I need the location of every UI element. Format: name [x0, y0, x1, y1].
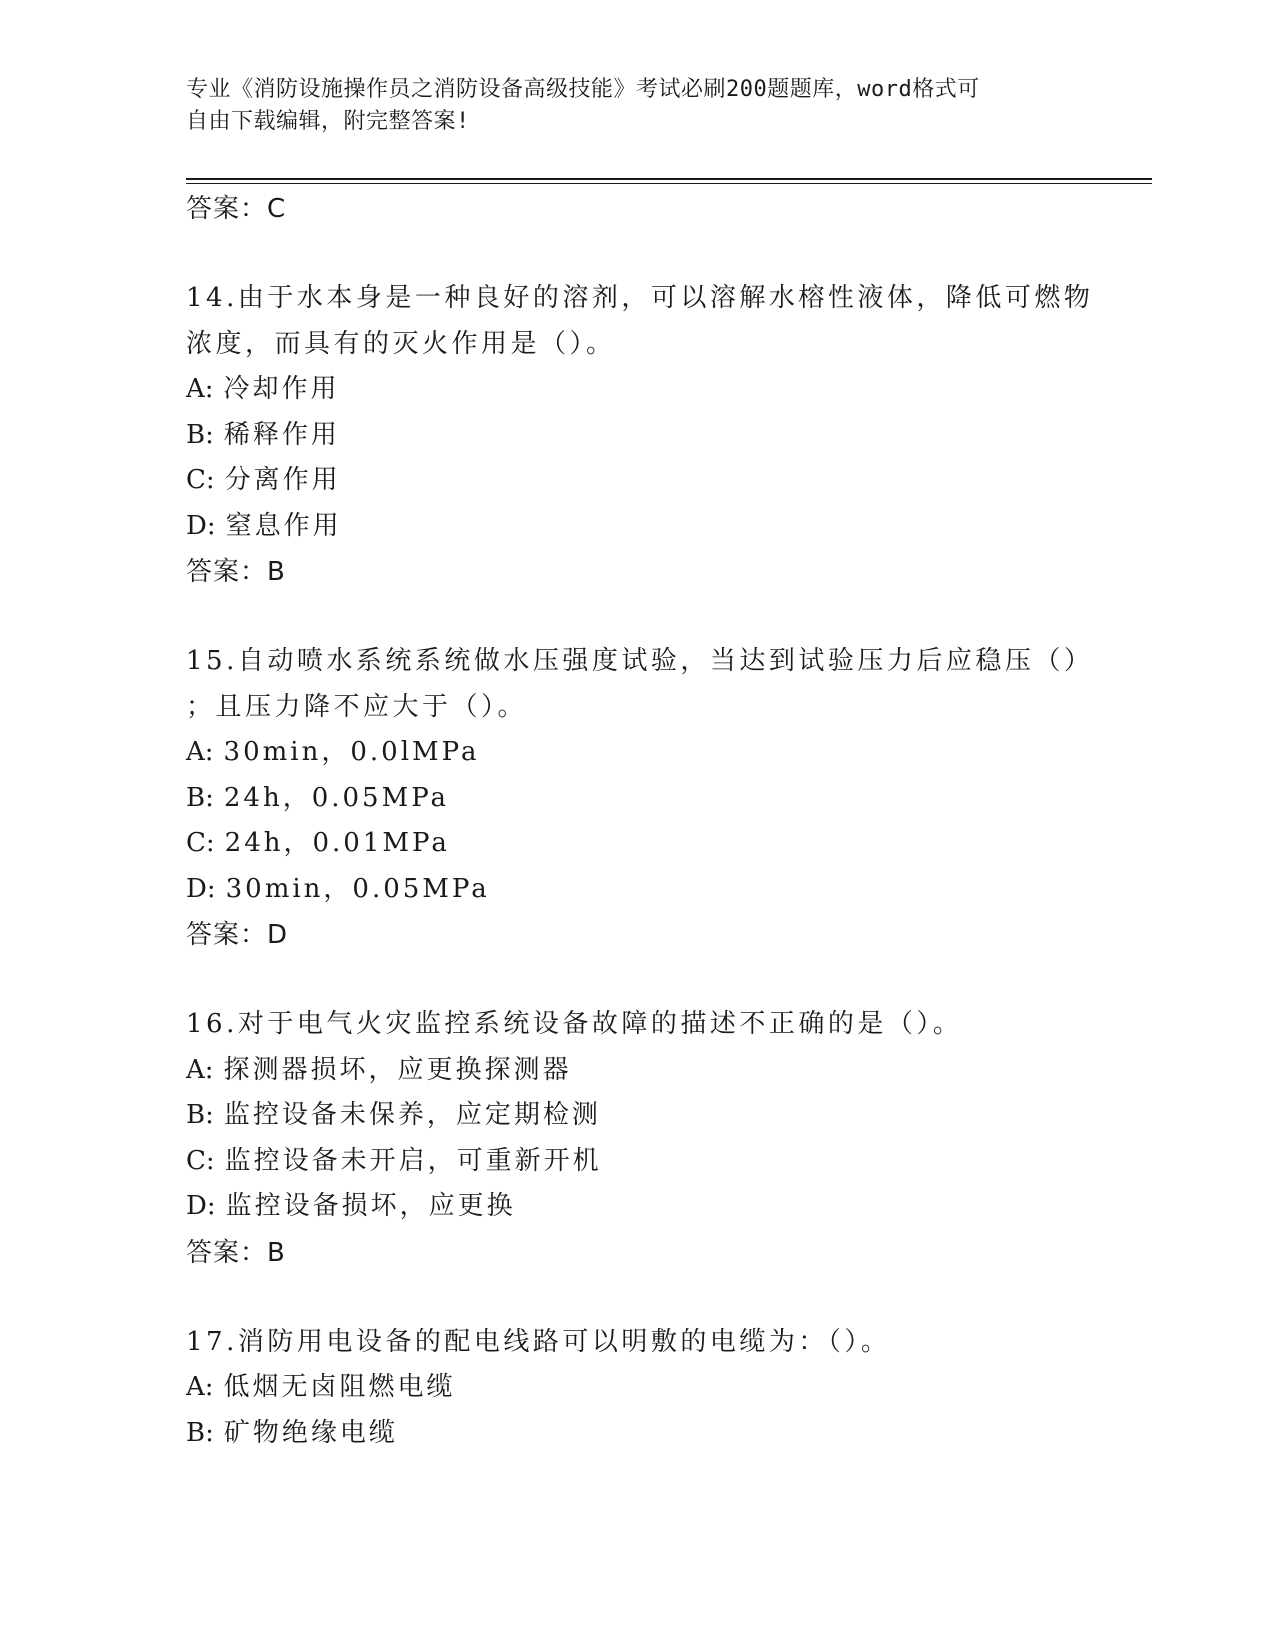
option-text: 稀释作用: [223, 419, 340, 450]
option-letter: C:: [186, 828, 215, 858]
option-text: 分离作用: [224, 465, 341, 495]
option-letter: B:: [186, 419, 214, 450]
option-d: [186, 867, 1146, 913]
page-header: [186, 74, 1086, 138]
question-17: [186, 1320, 1146, 1457]
question-14: [186, 276, 1146, 595]
option-text: 冷却作用: [223, 374, 340, 404]
option-d: [186, 504, 1146, 550]
question-text-line: 15.自动喷水系统系统做水压强度试验，当达到试验压力后应稳压（）: [186, 646, 1094, 676]
option-text: 矿物绝缘电缆: [223, 1417, 398, 1448]
option-text: 30min，0.0lMPa: [223, 737, 480, 767]
question-text: [186, 1002, 1146, 1048]
option-text: 24h，0.01MPa: [224, 828, 450, 858]
option-letter: C:: [186, 465, 215, 495]
option-text: 监控设备损坏，应更换: [225, 1191, 516, 1221]
header-rule-thin: [186, 183, 1152, 184]
question-text: [186, 1320, 1146, 1366]
header-line-2: 自由下载编辑，附完整答案!: [186, 109, 470, 134]
question-list: [186, 186, 1146, 1456]
question-text-line: 14.由于水本身是一种良好的溶剂，可以溶解水榕性液体，降低可燃物: [186, 283, 1094, 313]
option-c: [186, 458, 1146, 504]
option-letter: D:: [186, 1191, 216, 1221]
option-letter: A:: [186, 737, 214, 767]
option-letter: A:: [186, 1054, 214, 1085]
answer-line: 答案：D: [186, 920, 289, 950]
option-letter: D:: [186, 510, 216, 541]
question-text-line: ；且压力降不应大于（）。: [186, 691, 528, 722]
answer-line: 答案：B: [186, 1237, 286, 1268]
header-rule-thick: [186, 178, 1152, 180]
option-text: 30min，0.05MPa: [225, 873, 490, 904]
answer-line: 答案：C: [186, 194, 287, 224]
option-text: 窒息作用: [225, 510, 342, 541]
option-text: 监控设备未开启，可重新开机: [224, 1145, 602, 1176]
option-b: [186, 776, 1146, 822]
option-a: [186, 730, 1146, 776]
option-b: [186, 413, 1146, 459]
option-b: [186, 1093, 1146, 1139]
question-text: [186, 639, 1146, 730]
option-c: [186, 821, 1146, 867]
option-c: [186, 1139, 1146, 1185]
option-text: 探测器损坏，应更换探测器: [223, 1054, 572, 1085]
option-letter: A:: [186, 1372, 214, 1402]
option-text: 监控设备未保养，应定期检测: [223, 1100, 601, 1130]
option-letter: D:: [186, 873, 216, 904]
question-text-line: 浓度，而具有的灭火作用是（）。: [186, 328, 616, 359]
option-d: [186, 1184, 1146, 1230]
option-letter: A:: [186, 374, 214, 404]
option-text: 24h，0.05MPa: [223, 782, 450, 813]
option-text: 低烟无卤阻燃电缆: [223, 1372, 456, 1402]
question-16: [186, 1002, 1146, 1276]
question-text-line: 17.消防用电设备的配电线路可以明敷的电缆为：（）。: [186, 1326, 891, 1357]
option-letter: B:: [186, 1100, 214, 1130]
header-line-1: 专业《消防设施操作员之消防设备高级技能》考试必刷200题题库，word格式可: [186, 77, 980, 102]
option-a: [186, 367, 1146, 413]
option-a: [186, 1365, 1146, 1411]
option-letter: B:: [186, 1417, 214, 1448]
question-15: [186, 639, 1146, 958]
answer-line: 答案：B: [186, 557, 286, 587]
option-b: [186, 1411, 1146, 1457]
question-text-line: 16.对于电气火灾监控系统设备故障的描述不正确的是（）。: [186, 1009, 963, 1039]
option-letter: C:: [186, 1145, 215, 1176]
question-text: [186, 276, 1146, 367]
option-letter: B:: [186, 782, 214, 813]
option-a: [186, 1048, 1146, 1094]
